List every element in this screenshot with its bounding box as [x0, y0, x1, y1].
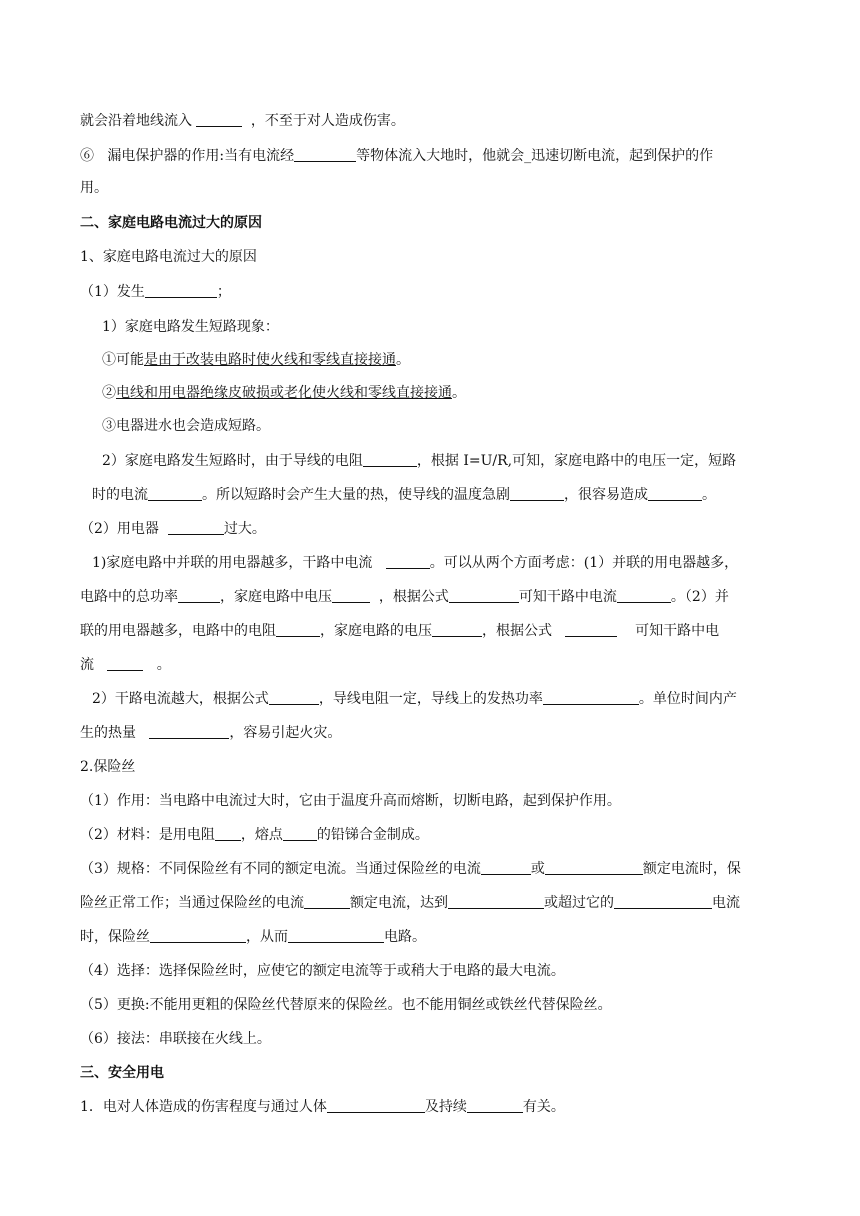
fill-blank[interactable] — [543, 690, 639, 705]
circled-number: ⑥ — [80, 148, 94, 164]
fill-blank[interactable] — [304, 894, 350, 909]
paragraph-leakage-protector: ⑥ 漏电保护器的作用:当有电流经 等物体流入大地时，他就会_迅速切断电流，起到保护的作 — [80, 148, 714, 164]
paragraph-continuation: 电路中的总功率 ，家庭电路中电压 ，根据公式 可知干路中电流 。（2）并 — [80, 589, 729, 605]
paragraph-continuation: 生的热量 ，容易引起火灾。 — [80, 725, 342, 741]
fill-blank[interactable] — [150, 928, 246, 943]
fill-blank[interactable] — [545, 860, 643, 875]
fill-blank[interactable] — [467, 1098, 523, 1113]
item-short-circuit: （1）发生 ； — [80, 284, 231, 300]
section-heading: 二、家庭电路电流过大的原因 — [80, 215, 262, 231]
paragraph-continuation: 用。 — [80, 180, 108, 196]
fill-blank[interactable] — [288, 928, 384, 943]
paragraph-heating-power: 2）干路电流越大，根据公式 ，导线电阻一定，导线上的发热功率 。单位时间内产 — [92, 691, 737, 707]
fill-blank[interactable] — [449, 588, 519, 603]
fill-blank[interactable] — [448, 894, 544, 909]
safety-item-1: 1．电对人体造成的伤害程度与通过人体 及持续 有关。 — [80, 1099, 565, 1115]
fuse-function: （1）作用：当电路中电流过大时，它由于温度升高而熔断，切断电路，起到保护作用。 — [80, 793, 621, 809]
fill-blank[interactable] — [196, 112, 242, 127]
paragraph-continuation: 联的用电器越多，电路中的电阻 ，家庭电路的电压 ，根据公式 可知干路中电 — [80, 623, 720, 639]
fuse-material: （2）材料：是用电阻 ，熔点 的铅锑合金制成。 — [80, 827, 429, 843]
fill-blank[interactable] — [617, 588, 671, 603]
paragraph-continuation: 险丝正常工作；当通过保险丝的电流 额定电流，达到 或超过它的 电流 — [80, 895, 740, 911]
fuse-specification: （3）规格：不同保险丝有不同的额定电流。当通过保险丝的电流 或 额定电流时，保 — [80, 861, 741, 877]
paragraph-continuation: 时的电流 。所以短路时会产生大量的热，使导线的温度急剧 ，很容易造成 。 — [92, 487, 716, 503]
fill-blank[interactable] — [283, 826, 317, 841]
section-heading: 三、安全用电 — [80, 1065, 164, 1081]
fill-blank[interactable] — [614, 894, 712, 909]
fill-blank[interactable] — [332, 588, 370, 603]
subsection-heading: 2.保险丝 — [80, 759, 136, 775]
paragraph-short-circuit-current: 2）家庭电路发生短路时，由于导线的电阻 ，根据 I=U/R,可知，家庭电路中的电压一定，短路 — [102, 453, 737, 469]
fill-blank[interactable] — [386, 554, 430, 569]
fill-blank[interactable] — [168, 520, 224, 535]
fuse-connection: （6）接法：串联接在火线上。 — [80, 1031, 271, 1047]
fill-blank[interactable] — [149, 724, 229, 739]
fill-blank[interactable] — [178, 588, 220, 603]
sub-item: ②电线和用电器绝缘皮破损或老化使火线和零线直接接通。 — [102, 385, 466, 401]
fuse-selection: （4）选择：选择保险丝时，应使它的额定电流等于或稍大于电路的最大电流。 — [80, 963, 565, 979]
fill-blank[interactable] — [107, 656, 143, 671]
underlined-text: 是由于改装电路时使火线和零线直接接通 — [144, 352, 396, 368]
fill-blank[interactable] — [363, 452, 417, 467]
sub-item: ③电器进水也会造成短路。 — [102, 418, 270, 434]
fill-blank[interactable] — [432, 622, 482, 637]
paragraph-continuation: 流 。 — [80, 657, 171, 673]
fill-blank[interactable] — [294, 147, 356, 162]
fill-blank[interactable] — [269, 690, 319, 705]
sub-item: 1）家庭电路发生短路现象： — [102, 319, 279, 335]
fill-blank[interactable] — [215, 826, 241, 841]
fuse-replacement: （5）更换:不能用更粗的保险丝代替原来的保险丝。也不能用铜丝或铁丝代替保险丝。 — [80, 997, 612, 1013]
paragraph-parallel-appliances: 1)家庭电路中并联的用电器越多，干路中电流 。可以从两个方面考虑：(1）并联的用电器越多， — [92, 555, 739, 571]
subsection-heading: 1、家庭电路电流过大的原因 — [80, 249, 257, 265]
sub-item: ①可能是由于改装电路时使火线和零线直接接通。 — [102, 352, 410, 368]
fill-blank[interactable] — [648, 486, 702, 501]
paragraph-ground-wire: 就会沿着地线流入 ，不至于对人造成伤害。 — [80, 113, 405, 129]
fill-blank[interactable] — [148, 486, 202, 501]
fill-blank[interactable] — [510, 486, 564, 501]
underlined-text: 电线和用电器绝缘皮破损或老化使火线和零线直接接通 — [116, 385, 452, 401]
paragraph-continuation: 时，保险丝 ，从而 电路。 — [80, 929, 426, 945]
fill-blank[interactable] — [145, 283, 217, 298]
fill-blank[interactable] — [327, 1098, 425, 1113]
item-appliance-power: （2）用电器 过大。 — [80, 521, 266, 537]
fill-blank[interactable] — [481, 860, 531, 875]
fill-blank[interactable] — [565, 622, 617, 637]
fill-blank[interactable] — [276, 622, 320, 637]
